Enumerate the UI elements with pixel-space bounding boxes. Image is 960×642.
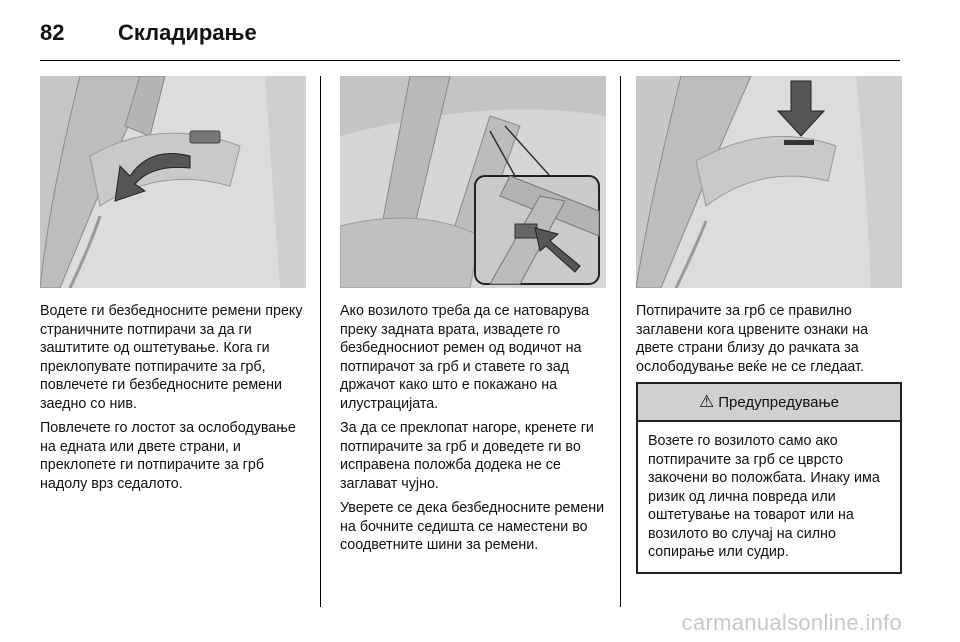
column-divider xyxy=(320,76,321,607)
chapter-title: Складирање xyxy=(118,20,257,45)
column-left xyxy=(40,76,306,499)
paragraph: За да се преклопат нагоре, кренете ги потпирачите за грб и доведете ги во исправена положба додека не се заглават чујно. xyxy=(340,420,594,492)
paragraph: Уверете се дека безбедносните ремени на бочните седишта се наместени во соодветните шини за ремени. xyxy=(340,500,605,553)
right-column-text xyxy=(636,302,902,376)
column-divider xyxy=(620,76,621,607)
page-number: 82 xyxy=(40,20,65,45)
paragraph: Ако возилото треба да се натоварува преку задната врата, извадете го безбедносниот ремен од водичот на потпирачот за грб и ставете го зад држачот како што е покажано на илустрацијата. xyxy=(340,303,590,412)
paragraph: Потпирачите за грб се правилно заглавени кога црвените ознаки на двете страни близу до рачката за ослободување веќе не се гледаат. xyxy=(636,303,869,375)
left-column-text xyxy=(40,302,306,493)
header-divider xyxy=(40,60,900,61)
warning-box xyxy=(636,382,902,574)
rear-cargo-belt-holder-illustration xyxy=(340,76,606,288)
middle-column-text xyxy=(340,302,606,555)
warning-text: Возете го возилото само ако потпирачите за грб се цврсто закочени во положбата. Инаку има ризик од лична повреда или оштетување на товарот или на возилото во случај на силно сопирање или судир. xyxy=(648,433,880,560)
column-right xyxy=(636,76,902,574)
backrest-lock-indicator-illustration xyxy=(636,76,902,288)
column-middle xyxy=(340,76,606,561)
warning-title: Предупредување xyxy=(718,393,840,411)
warning-triangle-icon: ⚠ xyxy=(698,392,715,411)
seat-belt-retractor-rotate-illustration xyxy=(40,76,306,288)
warning-header xyxy=(638,384,900,422)
watermark: carmanualsonline.info xyxy=(681,610,902,635)
paragraph: Водете ги безбедносните ремени преку страничните потпирачи за да ги заштитите од оштетување. Кога ги преклопувате потпирачите за грб, повлечете ги безбедносните ремени заедно со нив. xyxy=(40,303,303,412)
paragraph: Повлечете го лостот за ослободување на едната или двете страни, и преклопете ги потпирачите за грб надолу врз седалото. xyxy=(40,420,296,492)
